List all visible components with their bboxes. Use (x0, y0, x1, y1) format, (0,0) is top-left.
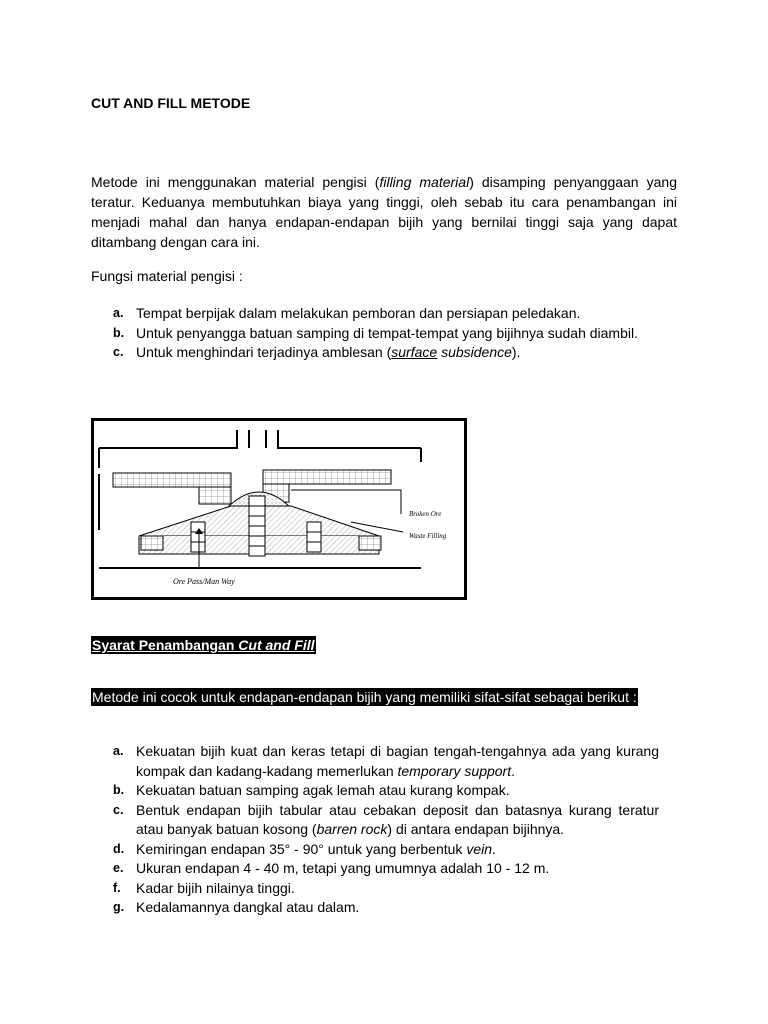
list-item: e. Ukuran endapan 4 - 40 m, tetapi yang umumnya adalah 10 - 12 m. (91, 859, 659, 879)
list-item: c. Bentuk endapan bijih tabular atau cebakan deposit dan batasnya kurang teratur atau banyak batuan kosong (barren rock) di antara endapan bijihnya. (113, 801, 659, 837)
underlined-term: surface (391, 344, 438, 360)
syarat-list (91, 742, 659, 918)
list-item: c. Untuk menghindari terjadinya amblesan (surface subsidence). (91, 343, 659, 363)
section-heading-italic: Cut and Fill (238, 637, 315, 653)
intro-italic-term: filling material (379, 174, 470, 190)
italic-term: subsidence (441, 344, 512, 360)
fungsi-list (91, 304, 659, 363)
intro-text-1: Metode ini menggunakan material pengisi ( (91, 174, 380, 190)
list-marker: g. (113, 900, 125, 914)
upper-drift-right (263, 470, 391, 484)
section-heading: Syarat Penambangan Cut and Fill (92, 637, 315, 653)
list-item: b. Kekuatan batuan samping agak lemah atau kurang kompak. (91, 781, 659, 801)
list-marker: d. (113, 841, 125, 856)
list-marker: b. (113, 783, 125, 797)
upper-drift-left-step (199, 487, 231, 504)
list-item-text: Tempat berpijak dalam melakukan pemboran dan persiapan peledakan. (136, 305, 581, 321)
upper-drift-left (113, 473, 231, 487)
label-ore-pass: Ore Pass/Man Way (173, 577, 235, 586)
list-marker: c. (113, 345, 124, 359)
list-item-text: Untuk penyangga batuan samping di tempat-tempat yang bijihnya sudah diambil. (136, 324, 638, 341)
intro-text-2: ) disamping penyanggaan yang teratur. Keduanya membutuhkan biaya yang tinggi, oleh sebab itu cara penambangan ini menjadi mahal dan hanya endapan-endapan bijih yang bernilai tinggi saja yang dapat ditambang dengan cara ini. (91, 174, 677, 250)
label-waste-filling: Waste Filling (409, 532, 447, 540)
list-item (91, 324, 659, 344)
fungsi-label: Fungsi material pengisi : (91, 268, 243, 284)
highlighted-intro: Metode ini cocok untuk endapan-endapan bijih yang memiliki sifat-sifat sebagai berikut : (92, 689, 637, 705)
list-marker: b. (113, 325, 125, 340)
label-broken-ore: Broken Ore (409, 510, 442, 518)
intro-paragraph (91, 172, 677, 252)
list-item: g. Kedalamannya dangkal atau dalam. (91, 898, 659, 918)
list-marker: f. (113, 880, 121, 895)
page-title: CUT AND FILL METODE (91, 95, 251, 111)
list-item-text: Untuk menghindari terjadinya amblesan ( (136, 344, 392, 360)
list-item: f. Kadar bijih nilainya tinggi. (91, 879, 659, 899)
list-item (91, 304, 659, 324)
list-marker: a. (113, 306, 124, 320)
list-item: d. Kemiringan endapan 35° - 90° untuk yang berbentuk vein. (91, 840, 659, 860)
list-marker: c. (113, 802, 124, 817)
list-item: a. Kekuatan bijih kuat dan keras tetapi di bagian tengah-tengahnya ada yang kurang kompak dan kadang-kadang memerlukan temporary support. (113, 743, 659, 779)
list-marker: e. (113, 861, 124, 875)
cut-and-fill-diagram (91, 418, 467, 600)
list-marker: a. (113, 744, 124, 758)
